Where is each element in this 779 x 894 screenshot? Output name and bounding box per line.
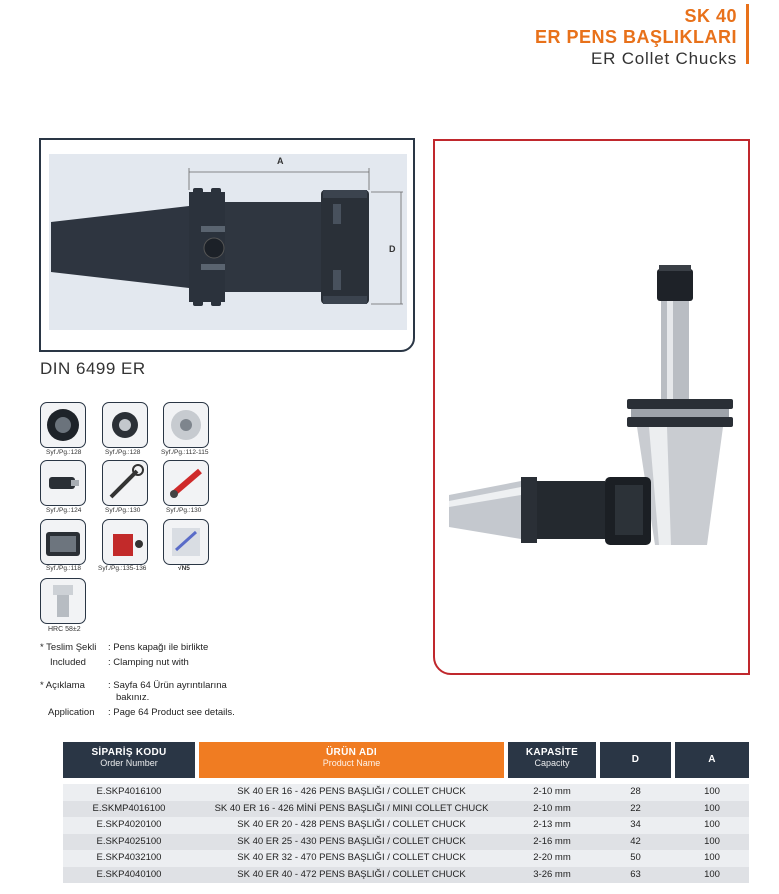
mini-nut-icon — [102, 402, 148, 448]
dim-a: 100 — [704, 802, 720, 814]
header-en: Product Name — [322, 758, 381, 768]
dim-d: 63 — [630, 868, 641, 880]
product-photo — [433, 139, 750, 675]
capacity: 2-10 mm — [533, 786, 571, 797]
icon-caption: HRC 58±2 — [48, 626, 81, 633]
delivery-tr-value: : Pens kapağı ile birlikte — [108, 642, 209, 653]
header-d — [600, 742, 671, 778]
delivery-en-value: : Clamping nut with — [108, 657, 189, 668]
icon-caption: Syf./Pg.:135-136 — [98, 565, 147, 572]
capacity: 2-13 mm — [533, 819, 571, 830]
icon-caption: Syf./Pg.:128 — [46, 449, 82, 456]
header-en: Capacity — [534, 758, 570, 768]
header-order-number — [63, 742, 195, 778]
product-name: SK 40 ER 40 - 472 PENS BAŞLIĞI / COLLET CHUCK — [237, 868, 466, 880]
dim-d: 42 — [630, 835, 641, 847]
desc-tr-label: * Açıklama — [40, 680, 85, 691]
dim-d: 34 — [630, 819, 641, 830]
product-name: SK 40 ER 32 - 470 PENS BAŞLIĞI / COLLET CHUCK — [237, 852, 466, 863]
dim-a: 100 — [704, 852, 720, 863]
collet-case-icon — [40, 519, 86, 565]
delivery-tr-label: * Teslim Şekli — [40, 642, 97, 653]
capacity: 2-10 mm — [533, 802, 571, 814]
table-row — [63, 817, 749, 834]
delivery-en-label: Included — [50, 657, 86, 668]
header-product-name — [199, 742, 504, 778]
dim-a: 100 — [704, 835, 720, 847]
capacity: 2-16 mm — [533, 835, 571, 847]
icon-caption: Syf./Pg.:130 — [166, 507, 202, 514]
tightening-fixture-icon — [102, 519, 148, 565]
order-number: E.SKP4025100 — [96, 835, 162, 847]
hardness-tester-icon — [40, 578, 86, 624]
product-name: SK 40 ER 20 - 428 PENS BAŞLIĞI / COLLET CHUCK — [237, 819, 466, 830]
chuck-drawing-svg — [41, 140, 413, 350]
torque-wrench-icon — [163, 460, 209, 506]
header-title-en: ER Collet Chucks — [590, 49, 737, 68]
table-row — [63, 850, 749, 867]
header-capacity — [508, 742, 596, 778]
pull-stud-icon — [40, 460, 86, 506]
dim-a: 100 — [704, 819, 720, 830]
product-table — [63, 784, 749, 883]
clamping-nut-icon — [40, 402, 86, 448]
icon-caption: √N5 — [178, 565, 190, 572]
header-accent-bar — [746, 4, 749, 64]
dim-a: 100 — [704, 868, 720, 880]
product-name: SK 40 ER 16 - 426 PENS BAŞLIĞI / COLLET CHUCK — [237, 786, 466, 797]
order-number: E.SKP4040100 — [96, 868, 162, 880]
dim-d: 22 — [630, 802, 641, 814]
product-photo-svg — [435, 141, 748, 673]
capacity: 2-20 mm — [533, 852, 571, 863]
dim-d: 50 — [630, 852, 641, 863]
dim-a: 100 — [704, 786, 720, 797]
table-row — [63, 784, 749, 801]
header-tr: D — [631, 754, 640, 765]
header-tr: A — [708, 754, 716, 765]
icon-caption: Syf./Pg.:124 — [46, 507, 82, 514]
desc-en-label: Application — [48, 707, 95, 718]
header-tr: ÜRÜN ADI — [326, 747, 377, 758]
order-number: E.SKMP4016100 — [92, 802, 166, 814]
header-en: Order Number — [100, 758, 158, 768]
header-title-tr: ER PENS BAŞLIKLARI — [534, 27, 737, 47]
order-number: E.SKP4032100 — [96, 852, 162, 863]
dimension-a-label: A — [277, 156, 284, 166]
header-a — [675, 742, 749, 778]
page-header — [535, 6, 737, 69]
collet-icon — [163, 402, 209, 448]
dim-d: 28 — [630, 786, 641, 797]
table-row — [63, 867, 749, 884]
capacity: 3-26 mm — [533, 868, 571, 880]
desc-tr-value: : Sayfa 64 Ürün ayrıntılarına — [108, 680, 227, 691]
dimension-d-label: D — [389, 244, 396, 254]
header-tr: KAPASİTE — [525, 747, 579, 758]
order-number: E.SKP4020100 — [96, 819, 162, 830]
icon-caption: Syf./Pg.:118 — [46, 565, 81, 572]
desc-tr-value-cont: bakınız. — [116, 692, 150, 703]
icon-caption: Syf./Pg.:128 — [105, 449, 141, 456]
surface-finish-icon — [163, 519, 209, 565]
header-tr: SİPARİŞ KODU — [91, 747, 167, 758]
icon-caption: Syf./Pg.:130 — [105, 507, 141, 514]
table-row — [63, 834, 749, 851]
technical-drawing — [39, 138, 415, 352]
standard-label: DIN 6499 ER — [40, 359, 146, 378]
product-name: SK 40 ER 25 - 430 PENS BAŞLIĞI / COLLET CHUCK — [237, 835, 466, 847]
order-number: E.SKP4016100 — [96, 786, 162, 797]
header-model: SK 40 — [684, 6, 737, 26]
desc-en-value: : Page 64 Product see details. — [108, 707, 235, 718]
table-row — [63, 801, 749, 818]
product-name: SK 40 ER 16 - 426 MİNİ PENS BAŞLIĞI / MINI COLLET CHUCK — [214, 802, 489, 814]
icon-caption: Syf./Pg.:112-115 — [161, 449, 209, 456]
spanner-icon — [102, 460, 148, 506]
